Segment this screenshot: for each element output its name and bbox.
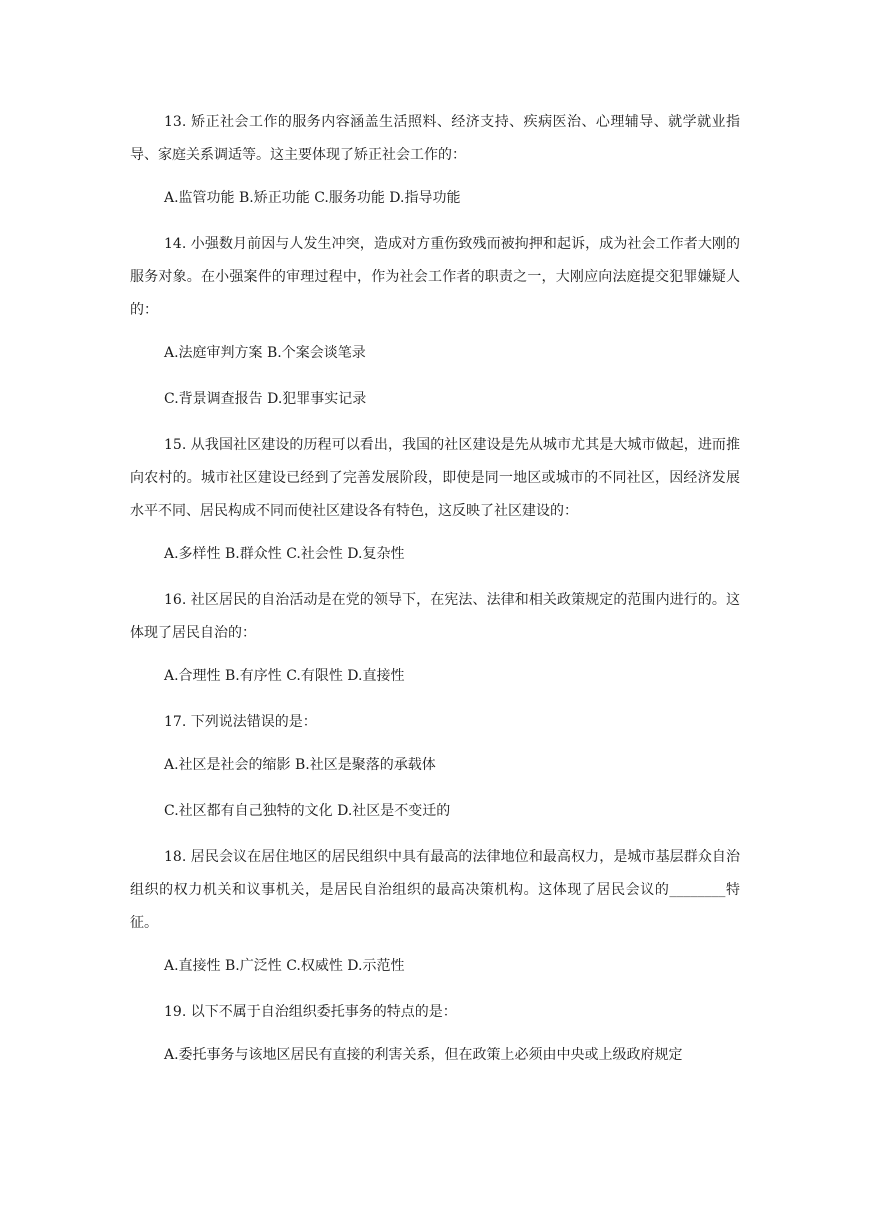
- question-13-text: 13. 矫正社会工作的服务内容涵盖生活照料、经济支持、疾病医治、心理辅导、就学就业指导、家庭关系调适等。这主要体现了矫正社会工作的：: [130, 114, 740, 163]
- question-14-options-ab: A.法庭审判方案 B.个案会谈笔录: [164, 345, 366, 361]
- question-17-text: 17. 下列说法错误的是：: [164, 714, 317, 730]
- question-17: [130, 706, 740, 828]
- question-19-text: 19. 以下不属于自治组织委托事务的特点的是：: [164, 1004, 457, 1020]
- question-16-options: A.合理性 B.有序性 C.有限性 D.直接性: [164, 668, 405, 684]
- question-16-text: 16. 社区居民的自治活动是在党的领导下，在宪法、法律和相关政策规定的范围内进行的。这体现了居民自治的：: [130, 592, 740, 641]
- question-17-options-ab: A.社区是社会的缩影 B.社区是聚落的承载体: [164, 757, 436, 773]
- question-15: [130, 429, 740, 571]
- question-18-text: 18. 居民会议在居住地区的居民组织中具有最高的法律地位和最高权力，是城市基层群众自治组织的权力机关和议事机关，是居民自治组织的最高决策机构。这体现了居民会议的________特征。: [130, 849, 740, 931]
- question-list: [130, 106, 740, 1085]
- question-18-options: A.直接性 B.广泛性 C.权威性 D.示范性: [164, 958, 405, 974]
- question-19: [130, 996, 740, 1072]
- question-19-option-a: A.委托事务与该地区居民有直接的利害关系，但在政策上必须由中央或上级政府规定: [164, 1047, 683, 1063]
- question-14-options-cd: C.背景调查报告 D.犯罪事实记录: [164, 391, 367, 407]
- question-16: [130, 584, 740, 693]
- question-18: [130, 841, 740, 983]
- question-14-text: 14. 小强数月前因与人发生冲突，造成对方重伤致残而被拘押和起诉，成为社会工作者大刚的服务对象。在小强案件的审理过程中，作为社会工作者的职责之一，大刚应向法庭提交犯罪嫌疑人的：: [130, 236, 740, 318]
- question-13: [130, 106, 740, 215]
- question-15-text: 15. 从我国社区建设的历程可以看出，我国的社区建设是先从城市尤其是大城市做起，进而推向农村的。城市社区建设已经到了完善发展阶段，即使是同一地区或城市的不同社区，因经济发展水平不同、居民构成不同而使社区建设各有特色，这反映了社区建设的：: [130, 437, 740, 519]
- question-17-options-cd: C.社区都有自己独特的文化 D.社区是不变迁的: [164, 803, 451, 819]
- question-13-options: A.监管功能 B.矫正功能 C.服务功能 D.指导功能: [164, 190, 461, 206]
- question-15-options: A.多样性 B.群众性 C.社会性 D.复杂性: [164, 546, 405, 562]
- question-14: [130, 228, 740, 416]
